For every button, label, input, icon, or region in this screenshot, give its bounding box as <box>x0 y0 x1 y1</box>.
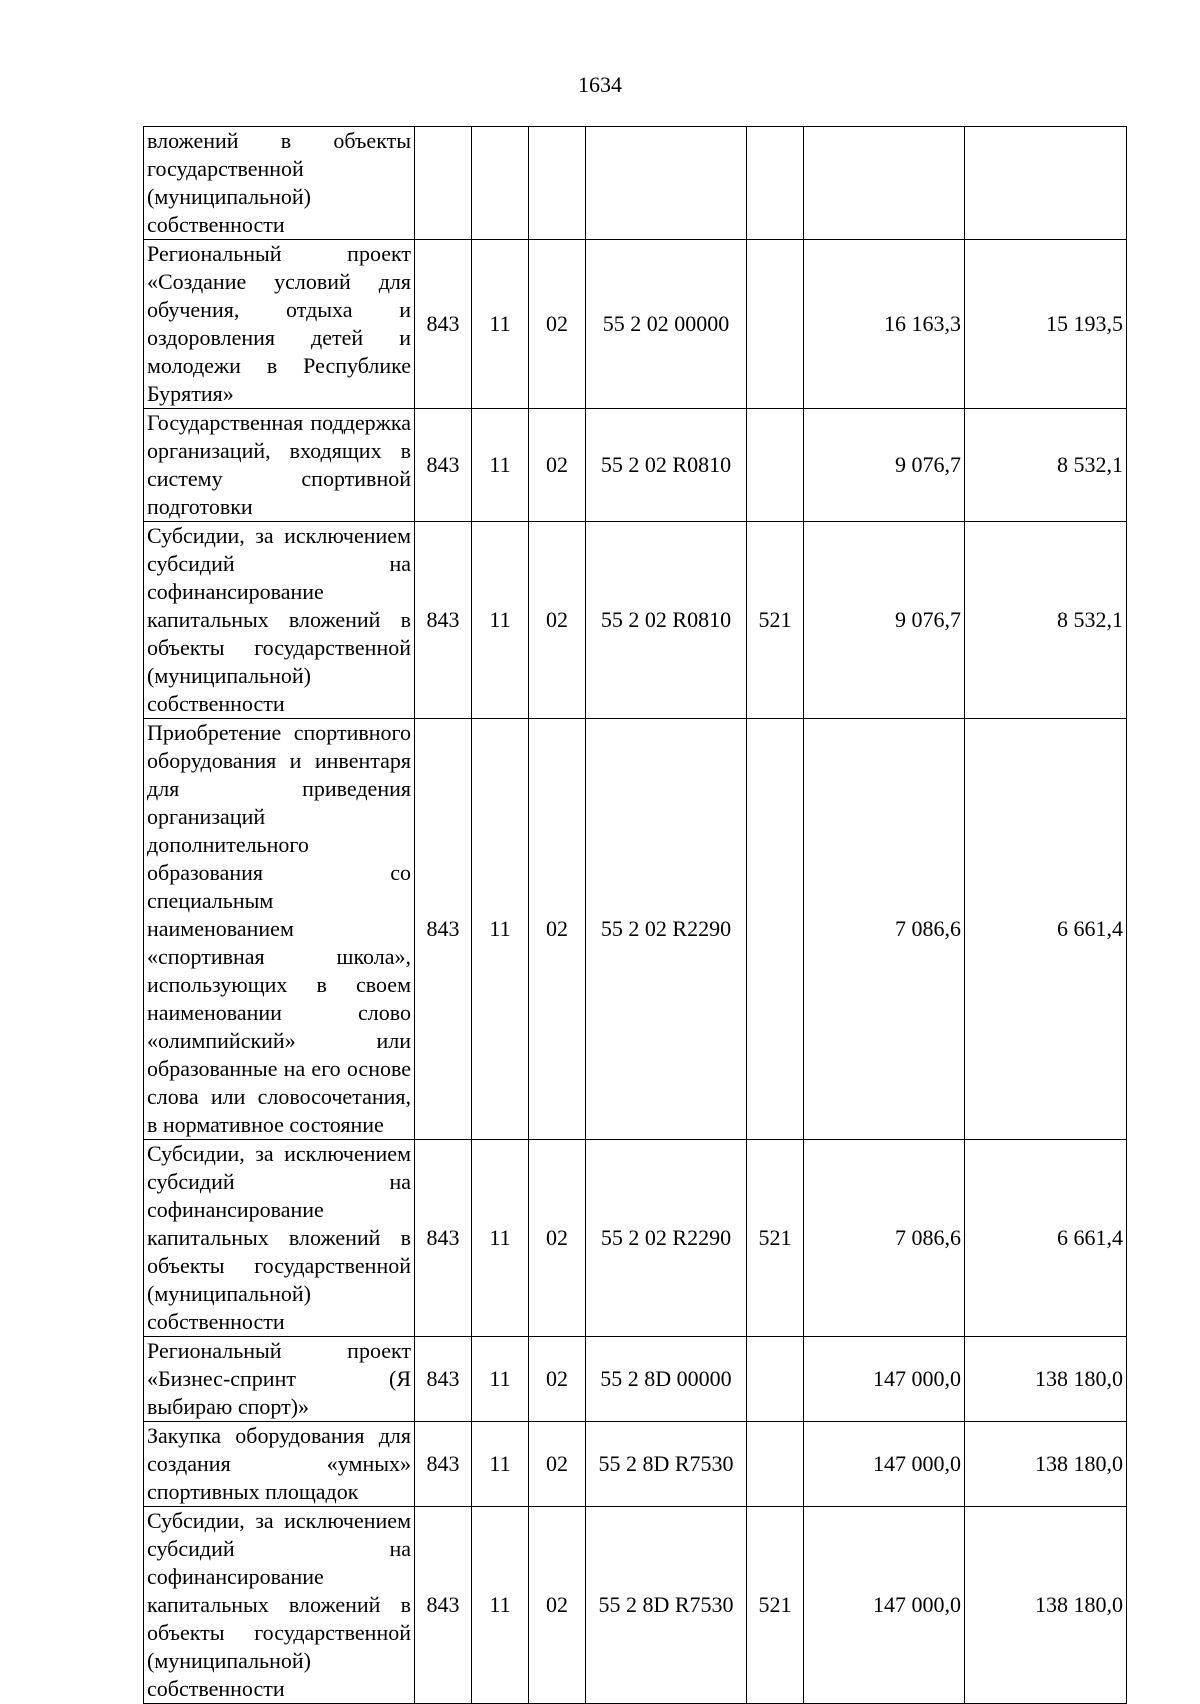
section-code: 11 <box>472 1422 529 1507</box>
page-number: 1634 <box>578 72 622 97</box>
amount-2: 8 532,1 <box>965 522 1127 719</box>
expense-type-code <box>747 1337 804 1422</box>
ministry-code: 843 <box>415 719 472 1140</box>
section-code: 11 <box>472 1507 529 1704</box>
target-article-code: 55 2 02 00000 <box>586 240 747 409</box>
amount-1: 9 076,7 <box>804 409 965 522</box>
ministry-code: 843 <box>415 522 472 719</box>
table-row <box>144 1507 1127 1704</box>
amount-1: 9 076,7 <box>804 522 965 719</box>
subsection-code: 02 <box>529 1337 586 1422</box>
row-name: вложений в объекты государственной (муниципальной) собственности <box>144 127 415 240</box>
subsection-code: 02 <box>529 1140 586 1337</box>
section-code: 11 <box>472 1337 529 1422</box>
amount-2: 138 180,0 <box>965 1507 1127 1704</box>
table-row <box>144 127 1127 240</box>
target-article-code: 55 2 8D R7530 <box>586 1507 747 1704</box>
section-code: 11 <box>472 409 529 522</box>
amount-2: 138 180,0 <box>965 1422 1127 1507</box>
amount-1: 7 086,6 <box>804 719 965 1140</box>
subsection-code: 02 <box>529 522 586 719</box>
row-name: Закупка оборудования для создания «умных» спортивных площадок <box>144 1422 415 1507</box>
section-code: 11 <box>472 719 529 1140</box>
amount-1: 16 163,3 <box>804 240 965 409</box>
table-row <box>144 522 1127 719</box>
table-row <box>144 719 1127 1140</box>
expense-type-code: 521 <box>747 522 804 719</box>
table-row <box>144 1337 1127 1422</box>
expense-type-code <box>747 1422 804 1507</box>
section-code: 11 <box>472 1140 529 1337</box>
table-row <box>144 1422 1127 1507</box>
subsection-code: 02 <box>529 719 586 1140</box>
amount-2: 8 532,1 <box>965 409 1127 522</box>
table-row <box>144 240 1127 409</box>
section-code: 11 <box>472 522 529 719</box>
row-name: Региональный проект «Бизнес-спринт (Я выбираю спорт)» <box>144 1337 415 1422</box>
amount-2: 138 180,0 <box>965 1337 1127 1422</box>
row-name: Приобретение спортивного оборудования и инвентаря для приведения организаций дополнительного образования со специальным наименованием «спортивная школа», использующих в своем наименовании слово «олимпийский» или образованные на его основе слова или словосочетания, в нормативное состояние <box>144 719 415 1140</box>
subsection-code: 02 <box>529 240 586 409</box>
section-code <box>472 127 529 240</box>
row-name: Субсидии, за исключением субсидий на софинансирование капитальных вложений в объекты государственной (муниципальной) собственности <box>144 1140 415 1337</box>
table-row <box>144 1140 1127 1337</box>
amount-1 <box>804 127 965 240</box>
amount-2 <box>965 127 1127 240</box>
ministry-code: 843 <box>415 1140 472 1337</box>
subsection-code: 02 <box>529 409 586 522</box>
row-name: Государственная поддержка организаций, входящих в систему спортивной подготовки <box>144 409 415 522</box>
table-row <box>144 409 1127 522</box>
budget-table <box>143 126 1127 1704</box>
ministry-code <box>415 127 472 240</box>
expense-type-code: 521 <box>747 1507 804 1704</box>
amount-1: 7 086,6 <box>804 1140 965 1337</box>
row-name: Субсидии, за исключением субсидий на софинансирование капитальных вложений в объекты государственной (муниципальной) собственности <box>144 522 415 719</box>
target-article-code: 55 2 8D 00000 <box>586 1337 747 1422</box>
ministry-code: 843 <box>415 1422 472 1507</box>
ministry-code: 843 <box>415 409 472 522</box>
expense-type-code <box>747 719 804 1140</box>
subsection-code: 02 <box>529 1507 586 1704</box>
target-article-code: 55 2 02 R2290 <box>586 1140 747 1337</box>
amount-2: 15 193,5 <box>965 240 1127 409</box>
row-name: Региональный проект «Создание условий для обучения, отдыха и оздоровления детей и молодежи в Республике Бурятия» <box>144 240 415 409</box>
target-article-code <box>586 127 747 240</box>
subsection-code: 02 <box>529 1422 586 1507</box>
expense-type-code <box>747 127 804 240</box>
target-article-code: 55 2 8D R7530 <box>586 1422 747 1507</box>
row-name: Субсидии, за исключением субсидий на софинансирование капитальных вложений в объекты государственной (муниципальной) собственности <box>144 1507 415 1704</box>
target-article-code: 55 2 02 R2290 <box>586 719 747 1140</box>
amount-1: 147 000,0 <box>804 1422 965 1507</box>
ministry-code: 843 <box>415 240 472 409</box>
expense-type-code <box>747 409 804 522</box>
amount-2: 6 661,4 <box>965 1140 1127 1337</box>
target-article-code: 55 2 02 R0810 <box>586 522 747 719</box>
ministry-code: 843 <box>415 1337 472 1422</box>
amount-1: 147 000,0 <box>804 1337 965 1422</box>
amount-2: 6 661,4 <box>965 719 1127 1140</box>
subsection-code <box>529 127 586 240</box>
amount-1: 147 000,0 <box>804 1507 965 1704</box>
section-code: 11 <box>472 240 529 409</box>
ministry-code: 843 <box>415 1507 472 1704</box>
target-article-code: 55 2 02 R0810 <box>586 409 747 522</box>
expense-type-code <box>747 240 804 409</box>
expense-type-code: 521 <box>747 1140 804 1337</box>
